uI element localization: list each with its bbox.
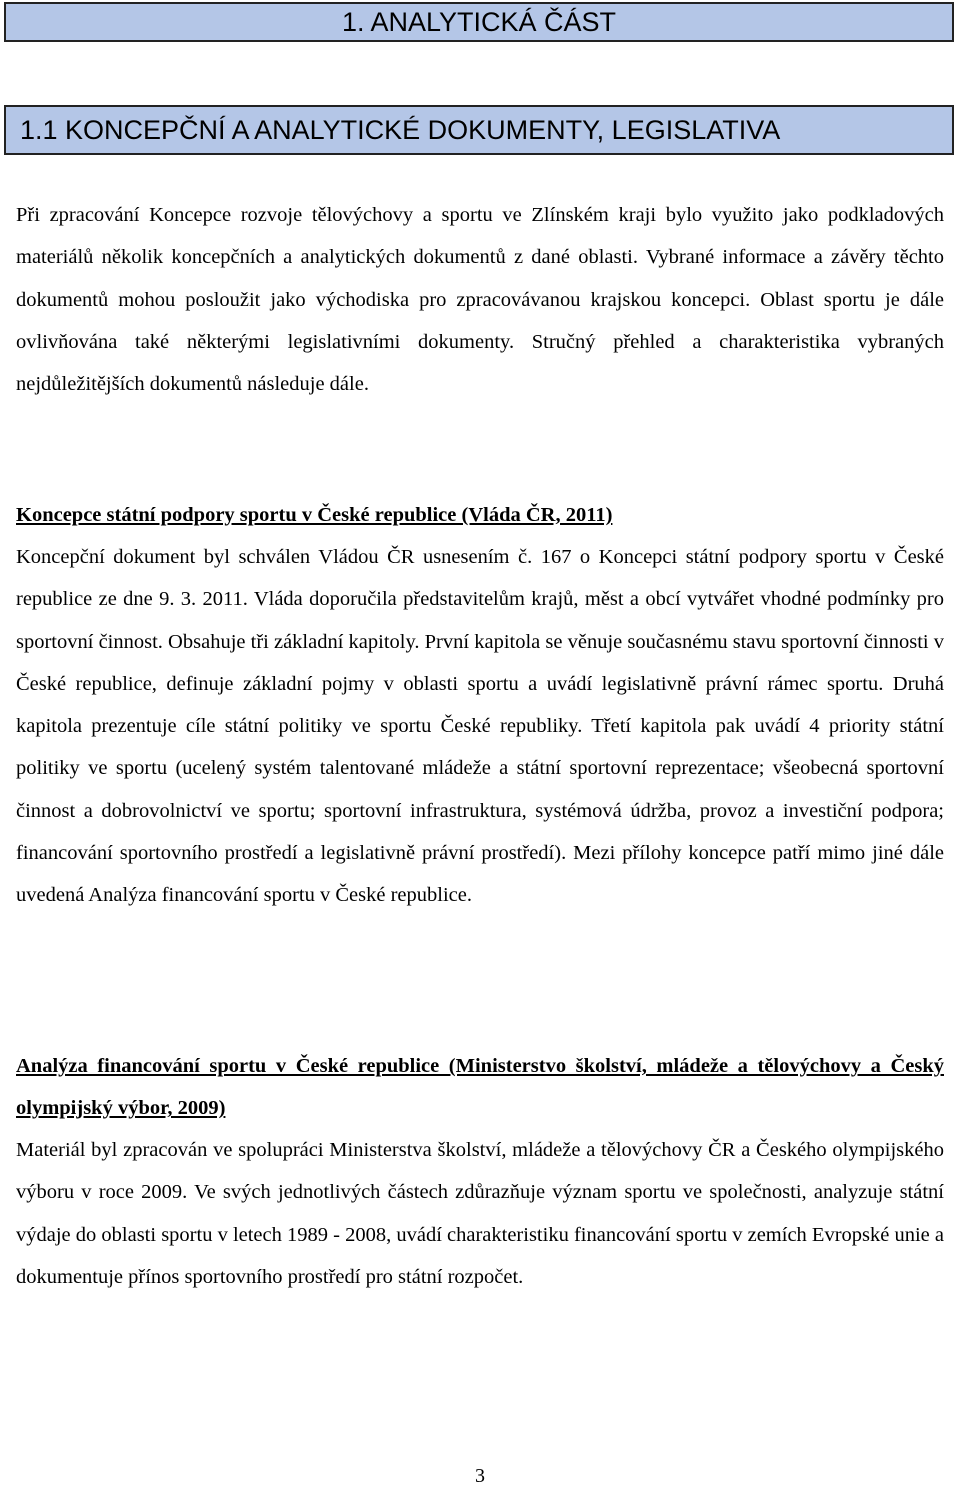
document-description-koncepce: Koncepční dokument byl schválen Vládou ČR usnesením č. 167 o Koncepci státní podpory sportu v České republice ze dne 9. 3. 2011. Vláda doporučila představitelům krajů, měst a obcí vytvářet vhodné podmínky pro sportovní činnost. Obsahuje tři základní kapitoly. První kapitola se věnuje současnému stavu sportovní činnosti v České republice, definuje základní pojmy v oblasti sportu a uvádí legislativně právní rámec sportu. Druhá kapitola prezentuje cíle státní politiky ve sportu České republiky. Třetí kapitola pak uvádí 4 priority státní politiky ve sportu (ucelený systém talentované mládeže a státní sportovní reprezentace; všeobecná sportovní činnost a dobrovolnictví ve sportu; sportovní infrastruktura, systémová údržba, provoz a investiční podpora; financování sportovního prostředí a legislativně právní prostředí). Mezi přílohy koncepce patří mimo jiné dále uvedená Analýza financování sportu v České republice. xyxy=(16,546,944,907)
document-description-analyza: Materiál byl zpracován ve spolupráci Ministerstva školství, mládeže a tělovýchovy ČR a Českého olympijského výboru v roce 2009. Ve svých jednotlivých částech zdůrazňuje význam sportu ve společnosti, analyzuje státní výdaje do oblasti sportu v letech 1989 - 2008, uvádí charakteristiku financování sportu v zemích Evropské unie a dokumentuje přínos sportovního prostředí pro státní rozpočet. xyxy=(16,1139,944,1288)
chapter-heading xyxy=(4,2,954,42)
page-number: 3 xyxy=(475,1465,485,1487)
intro-paragraph: Při zpracování Koncepce rozvoje tělovýchovy a sportu ve Zlínském kraji bylo využito jako podkladových materiálů několik koncepčních a analytických dokumentů z dané oblasti. Vybrané informace a závěry těchto dokumentů mohou posloužit jako východiska pro zpracovávanou krajskou koncepci. Oblast sportu je dále ovlivňována také některými legislativními dokumenty. Stručný přehled a charakteristika vybraných nejdůležitějších dokumentů následuje dále. xyxy=(16,204,944,396)
document-title-koncepce: Koncepce státní podpory sportu v České republice (Vláda ČR, 2011) xyxy=(16,504,613,526)
section-heading xyxy=(4,105,954,155)
document-title-analyza: Analýza financování sportu v České republice (Ministerstvo školství, mládeže a tělovýchovy a Český olympijský výbor, 2009) xyxy=(16,1055,944,1120)
chapter-heading-text: 1. ANALYTICKÁ ČÁST xyxy=(341,6,617,37)
section-heading-text: 1.1 KONCEPČNÍ A ANALYTICKÉ DOKUMENTY, LEGISLATIVA xyxy=(20,114,781,145)
